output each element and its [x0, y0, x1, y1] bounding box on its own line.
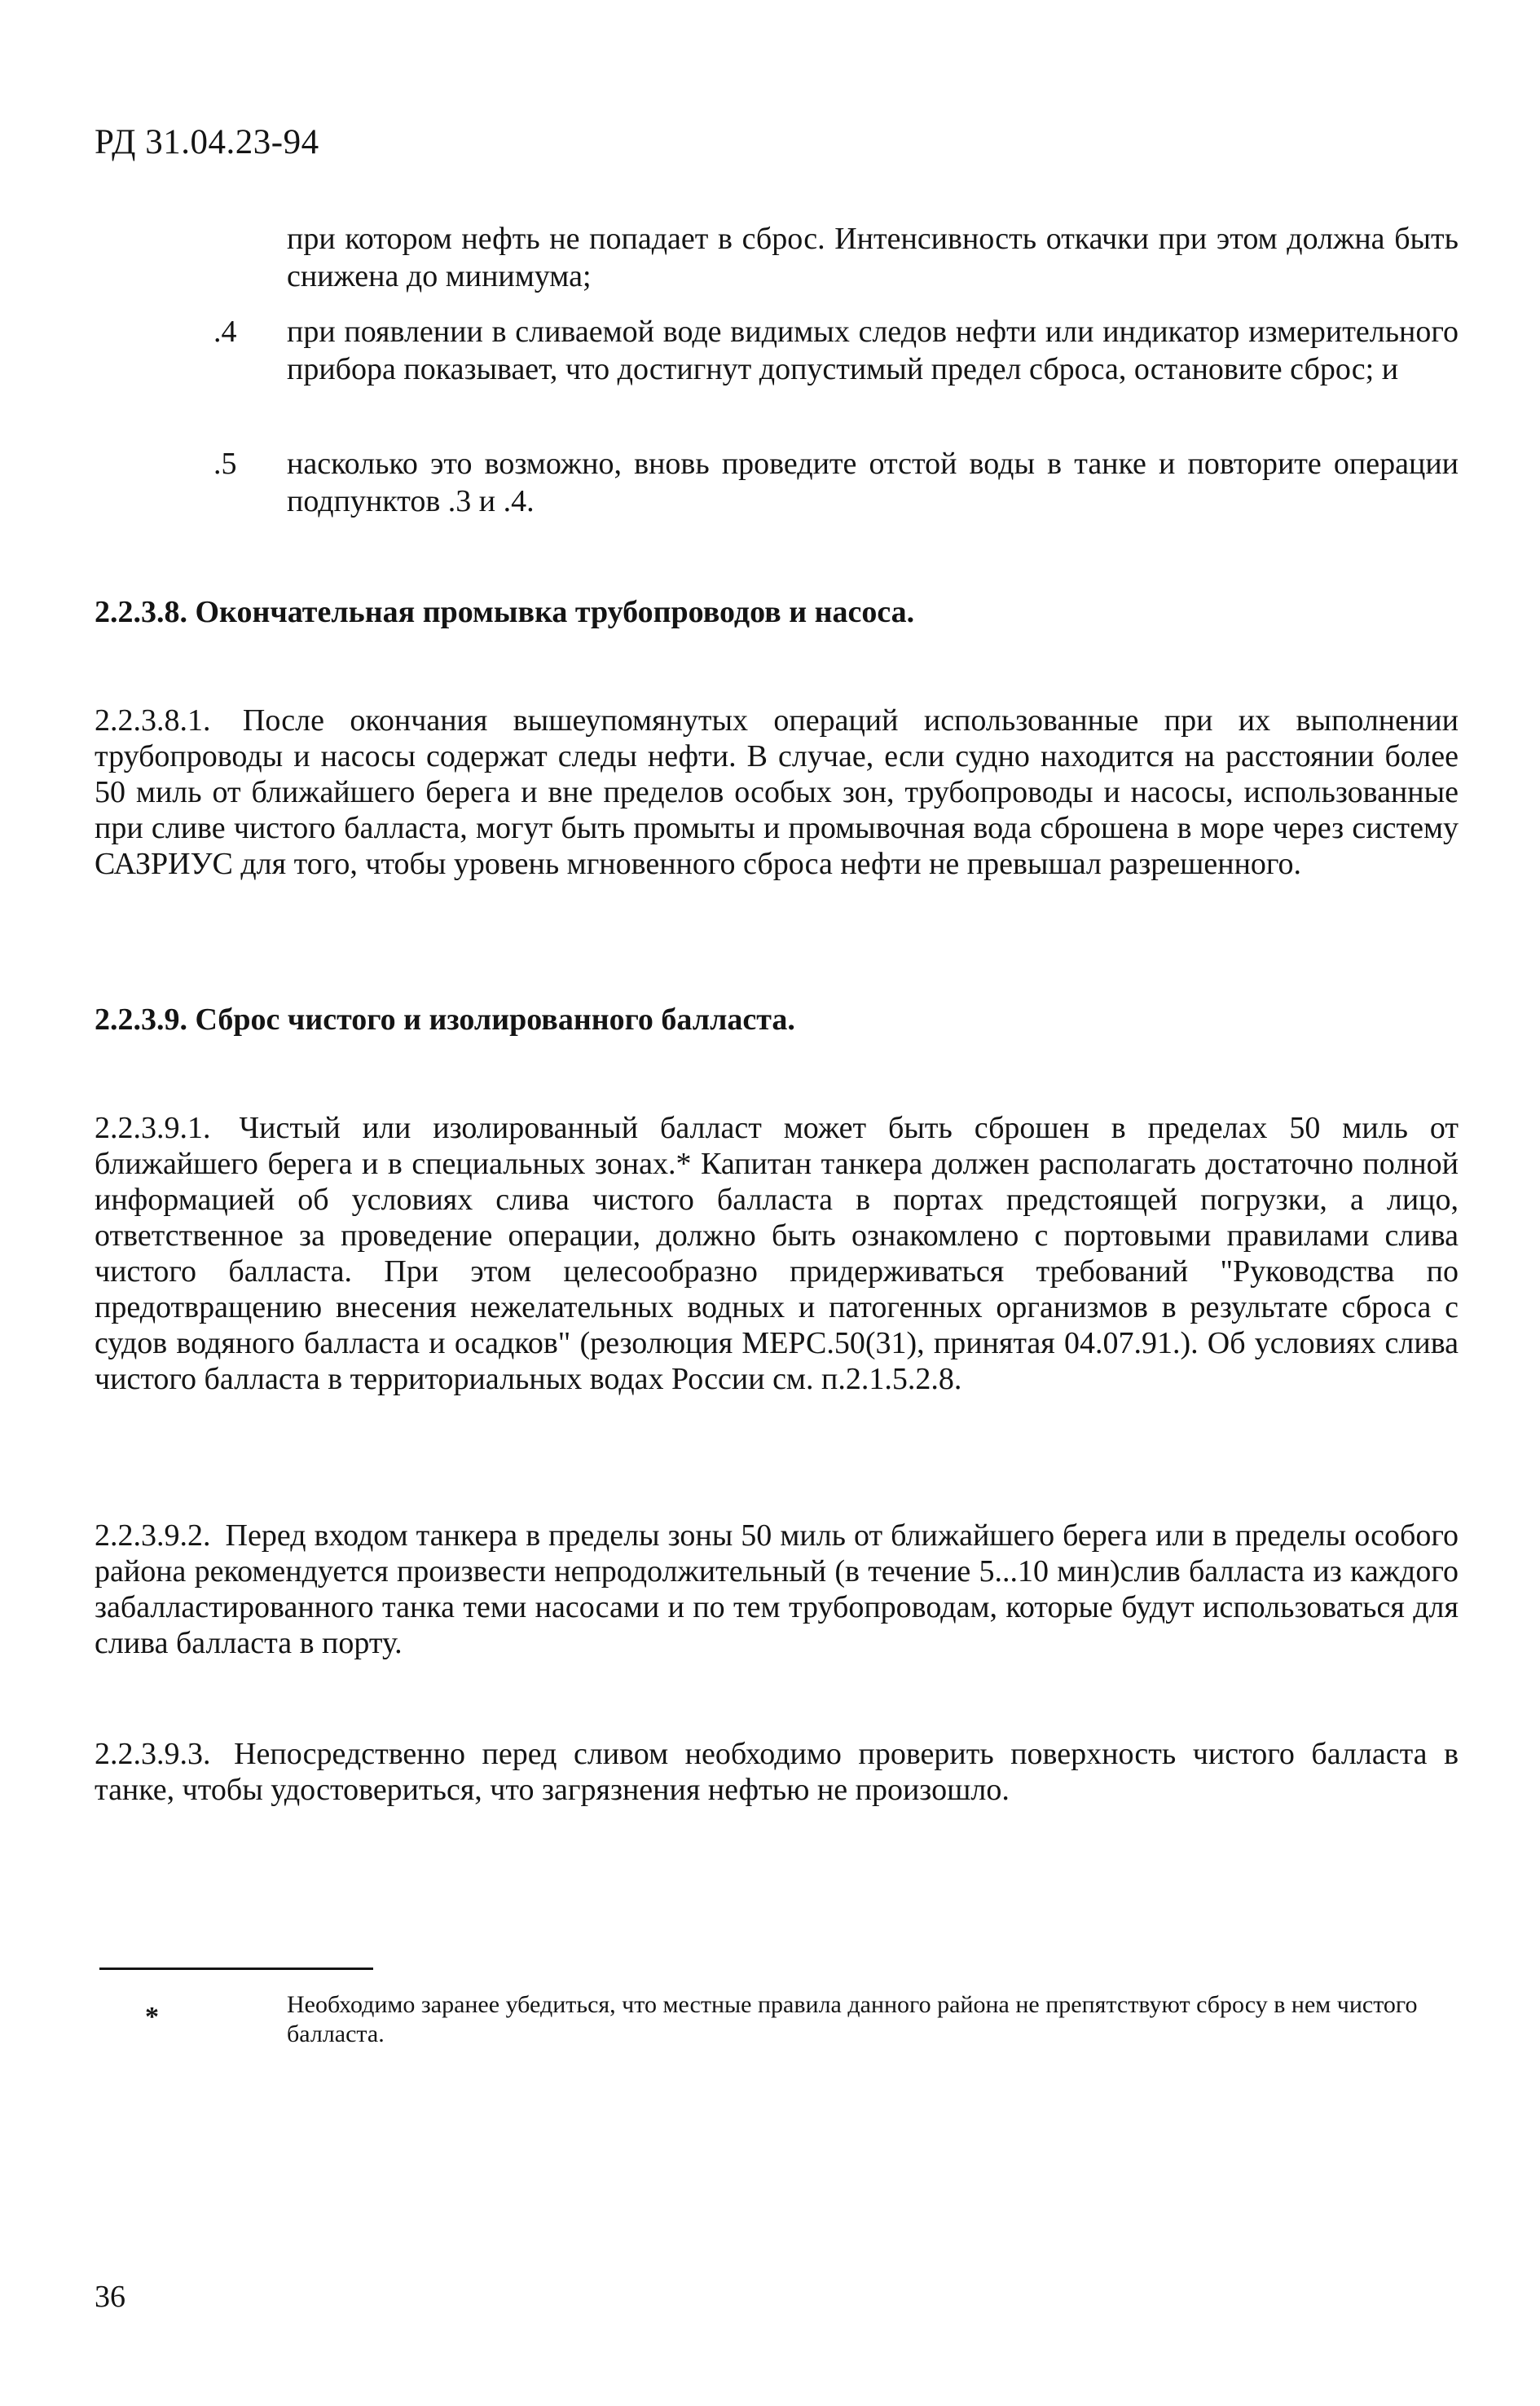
paragraph-text: Перед входом танкера в пределы зоны 50 миль от ближайшего берега или в пределы особого района рекомендуется произвести непродолжительный (в течение 5...10 мин)слив балласта из каждого забалластированного танка теми насосами и по тем трубопроводам, которые будут использоваться для слива балласта в порту. — [95, 1518, 1459, 1660]
footnote-text: Необходимо заранее убедиться, что местные правила данного района не препятствуют сбросу в нем чистого балласта. — [287, 1991, 1418, 2047]
page-number: 36 — [95, 2280, 125, 2314]
paragraph — [95, 1518, 1459, 1661]
paragraph-text: После окончания вышеупомянутых операций использованные при их выполнении трубопроводы и насосы содержат следы нефти. В случае, если судно находится на расстоянии более 50 миль от ближайшего берега и вне пределов особых зон, трубопроводы и насосы, использованные при сливе чистого балласта, могут быть промыты и промывочная вода сброшена в море через систему САЗРИУС для того, чтобы уровень мгновенного сброса нефти не превышал разрешенного. — [95, 703, 1459, 881]
paragraph — [95, 1110, 1459, 1397]
document-code: РД 31.04.23-94 — [95, 123, 319, 161]
footnote-marker: * — [145, 2002, 159, 2032]
list-item-text: при появлении в сливаемой воде видимых следов нефти или индикатор измерительного прибора показывает, что достигнут допустимый предел сброса, остановите сброс; и — [287, 315, 1459, 386]
paragraph — [95, 703, 1459, 882]
paragraph-number: 2.2.3.9.1. — [95, 1111, 211, 1145]
section-heading: 2.2.3.9. Сброс чистого и изолированного балласта. — [95, 1002, 795, 1037]
paragraph — [95, 1736, 1459, 1808]
paragraph-number: 2.2.3.8.1. — [95, 703, 211, 738]
list-item-text: насколько это возможно, вновь проведите отстой воды в танке и повторите операции подпунктов .3 и .4. — [287, 447, 1459, 518]
footnote-divider — [99, 1968, 373, 1970]
paragraph-number: 2.2.3.9.3. — [95, 1737, 211, 1771]
list-continuation-text: при котором нефть не попадает в сброс. Интенсивность откачки при этом должна быть снижена до минимума; — [287, 222, 1459, 293]
list-item-marker: .5 — [213, 447, 237, 481]
paragraph-text: Непосредственно перед сливом необходимо проверить поверхность чистого балласта в танке, чтобы удостовериться, что загрязнения нефтью не произошло. — [95, 1737, 1459, 1807]
paragraph-number: 2.2.3.9.2. — [95, 1518, 211, 1553]
paragraph-text: Чистый или изолированный балласт может быть сброшен в пределах 50 миль от ближайшего берега и в специальных зонах.* Капитан танкера должен располагать достаточно полной информацией об условиях слива чистого балласта в портах предстоящей погрузки, а лицо, ответственное за проведение операции, должно быть ознакомлено с портовыми правилами слива чистого балласта. При этом целесообразно придерживаться требований "Руководства по предотвращению внесения нежелательных водных и патогенных организмов в результате сброса с судов водяного балласта и осадков" (резолюция МЕРС.50(31), принятая 04.07.91.). Об условиях слива чистого балласта в территориальных водах России см. п.2.1.5.2.8. — [95, 1111, 1459, 1396]
list-item-marker: .4 — [213, 315, 237, 349]
section-heading: 2.2.3.8. Окончательная промывка трубопроводов и насоса. — [95, 595, 915, 629]
